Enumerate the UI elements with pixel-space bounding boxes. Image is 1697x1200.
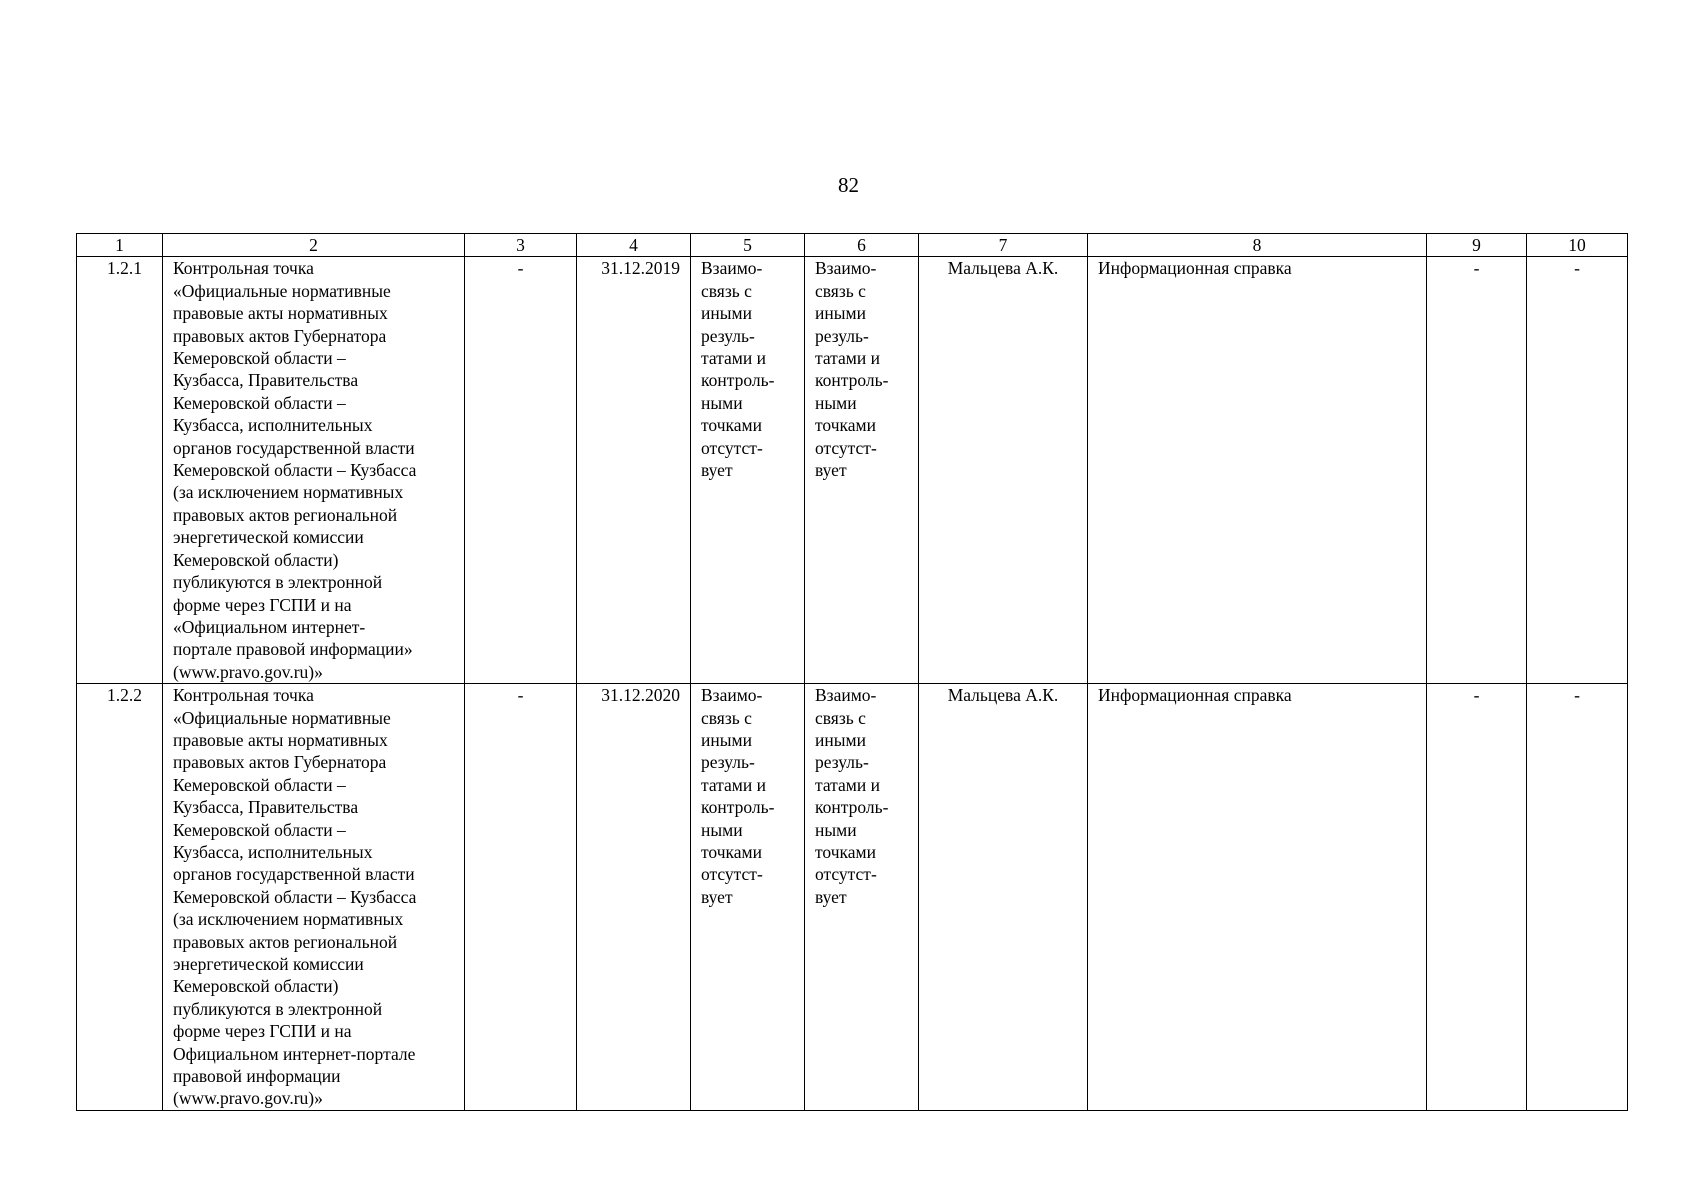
column-9-cell: - <box>1427 684 1527 1111</box>
control-points-table <box>76 233 1628 1111</box>
page-number: 82 <box>838 173 859 197</box>
column-header-5: 5 <box>691 234 805 257</box>
column-header-8: 8 <box>1088 234 1427 257</box>
column-header-4: 4 <box>577 234 691 257</box>
description-cell: Контрольная точка «Официальные нормативные правовые акты нормативных правовых актов Губернатора Кемеровской области – Кузбасса, Правительства Кемеровской области – Кузбасса, исполнительных органов государственной власти Кемеровской области – Кузбасса (за исключением нормативных правовых актов региональной энергетической комиссии Кемеровской области) публикуются в электронной форме через ГСПИ и на «Официальном интернет- портале правовой информации» (www.pravo.gov.ru)» <box>163 257 465 684</box>
responsible-cell: Мальцева А.К. <box>919 684 1088 1111</box>
document-cell: Информационная справка <box>1088 684 1427 1111</box>
column-5-cell: Взаимо- связь с иными резуль- татами и контроль- ными точками отсутст- вует <box>691 257 805 684</box>
column-3-cell: - <box>465 684 577 1111</box>
column-header-10: 10 <box>1527 234 1628 257</box>
column-9-cell: - <box>1427 257 1527 684</box>
table-row <box>77 257 1628 684</box>
column-10-cell: - <box>1527 257 1628 684</box>
column-header-3: 3 <box>465 234 577 257</box>
column-header-9: 9 <box>1427 234 1527 257</box>
column-6-cell: Взаимо- связь с иными резуль- татами и контроль- ными точками отсутст- вует <box>805 684 919 1111</box>
column-number-row <box>77 234 1628 257</box>
responsible-cell: Мальцева А.К. <box>919 257 1088 684</box>
row-number-cell: 1.2.2 <box>77 684 163 1111</box>
column-header-7: 7 <box>919 234 1088 257</box>
column-6-cell: Взаимо- связь с иными резуль- татами и контроль- ными точками отсутст- вует <box>805 257 919 684</box>
row-number-cell: 1.2.1 <box>77 257 163 684</box>
description-cell: Контрольная точка «Официальные нормативные правовые акты нормативных правовых актов Губернатора Кемеровской области – Кузбасса, Правительства Кемеровской области – Кузбасса, исполнительных органов государственной власти Кемеровской области – Кузбасса (за исключением нормативных правовых актов региональной энергетической комиссии Кемеровской области) публикуются в электронной форме через ГСПИ и на Официальном интернет-портале правовой информации (www.pravo.gov.ru)» <box>163 684 465 1111</box>
column-3-cell: - <box>465 257 577 684</box>
date-cell: 31.12.2020 <box>577 684 691 1111</box>
column-header-2: 2 <box>163 234 465 257</box>
column-5-cell: Взаимо- связь с иными резуль- татами и контроль- ными точками отсутст- вует <box>691 684 805 1111</box>
date-cell: 31.12.2019 <box>577 257 691 684</box>
document-cell: Информационная справка <box>1088 257 1427 684</box>
column-header-6: 6 <box>805 234 919 257</box>
column-header-1: 1 <box>77 234 163 257</box>
column-10-cell: - <box>1527 684 1628 1111</box>
table-row <box>77 684 1628 1111</box>
